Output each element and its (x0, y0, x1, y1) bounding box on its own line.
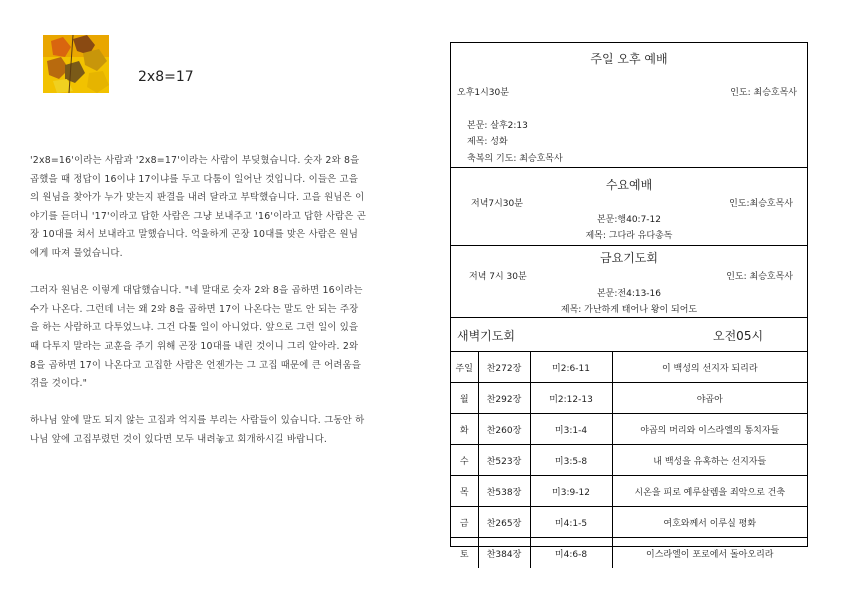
day-cell: 금 (451, 507, 478, 538)
scripture-cell: 미4:6-8 (530, 538, 612, 569)
scripture-text: 본문: 살후2:13 (467, 121, 528, 131)
dawn-prayer-table (451, 351, 807, 560)
article-paragraph: '2x8=16'이라는 사람과 '2x8=17'이라는 사람이 부딪혔습니다. 숫자 2와 8을 곱했을 때 정답이 16이냐 17이냐를 두고 다툼이 일어난 것입니다. 이들은 고을의 원님을 찾아가 누가 맞는지 판결을 내려 달라고 부탁했습니다. 고을 원님은 이야기를 듣더니 '17'이라고 답한 사람은 그냥 보내주고 '16'이라고 답한 사람은 곤장 10대를 쳐서 보내라고 말했습니다. 억울하게 곤장 10대를 맞은 사람은 원님에게 따져 물었습니다. (30, 155, 367, 259)
day-cell: 월 (451, 383, 478, 414)
table-row (451, 476, 807, 507)
table-row (451, 414, 807, 445)
day-cell: 목 (451, 476, 478, 507)
sermon-topic: 제목: 성화 (467, 137, 508, 147)
section-title: 새벽기도회 (457, 329, 515, 343)
theme-cell: 시온을 피로 예루살렘을 죄악으로 건축 (612, 476, 807, 507)
autumn-leaves-image (43, 35, 109, 93)
scripture-text: 본문:전4:13-16 (596, 289, 662, 299)
article-title: 2x8=17 (138, 69, 194, 85)
hymn-cell: 찬272장 (478, 352, 530, 383)
section-title: 수요예배 (605, 178, 653, 192)
table-row (451, 538, 807, 569)
hymn-cell: 찬538장 (478, 476, 530, 507)
article-paragraph: 그러자 원님은 이렇게 대답했습니다. "네 말대로 숫자 2와 8을 곱하면 16이라는 수가 나온다. 그런데 너는 왜 2와 8을 곱하면 17이 나온다는 말도 안 되는 주장을 하는 사람하고 다투었느냐. 그건 다툴 일이 아니었다. 앞으로 그런 일이 있을 때 다투지 말라는 교훈을 주기 위해 곤장 10대를 내린 것이니 그리 알아라. 2와 8을 곱하면 17이 나온다고 고집한 사람은 언젠가는 그 고집 때문에 큰 어려움을 겪을 것이다." (30, 285, 363, 390)
theme-cell: 이 백성의 선지자 되리라 (612, 352, 807, 383)
day-cell: 화 (451, 414, 478, 445)
dawn-prayer-header (451, 317, 807, 351)
article-paragraph: 하나님 앞에 말도 되지 않는 고집과 억지를 부리는 사람들이 있습니다. 그동안 하나님 앞에 고집부렸던 것이 있다면 모두 내려놓고 회개하시길 바랍니다. (30, 415, 365, 445)
table-row (451, 352, 807, 383)
day-cell: 토 (451, 538, 478, 569)
scripture-cell: 미2:6-11 (530, 352, 612, 383)
service-leader: 인도: 최승호목사 (730, 88, 797, 98)
theme-cell: 여호와께서 이루실 평화 (612, 507, 807, 538)
theme-cell: 야곱아 (612, 383, 807, 414)
section-title: 금요기도회 (600, 251, 658, 265)
service-time: 오후1시30분 (457, 88, 509, 98)
section-title: 주일 오후 예배 (590, 52, 668, 66)
service-time: 저녁7시30분 (471, 199, 523, 209)
hymn-cell: 찬265장 (478, 507, 530, 538)
day-cell: 주일 (455, 363, 473, 374)
hymn-cell: 찬384장 (478, 538, 530, 569)
hymn-cell: 찬523장 (478, 445, 530, 476)
service-leader: 인도:최승호목사 (729, 199, 793, 209)
service-leader: 인도: 최승호목사 (726, 272, 793, 282)
theme-cell: 내 백성을 유혹하는 선지자들 (612, 445, 807, 476)
friday-section (451, 245, 807, 317)
article-body (30, 152, 366, 468)
scripture-cell: 미4:1-5 (530, 507, 612, 538)
table-row (451, 445, 807, 476)
benediction: 축복의 기도: 최승호목사 (467, 154, 563, 164)
theme-cell: 이스라엘이 포로에서 돌아오리라 (612, 538, 807, 569)
sermon-topic: 제목: 가난하게 태어나 왕이 되어도 (560, 305, 698, 315)
sermon-topic: 제목: 그다라 유다총독 (585, 231, 673, 241)
theme-cell: 야곱의 머리와 이스라엘의 통치자들 (612, 414, 807, 445)
scripture-cell: 미2:12-13 (530, 383, 612, 414)
scripture-cell: 미3:5-8 (530, 445, 612, 476)
worship-schedule (450, 42, 808, 560)
hymn-cell: 찬292장 (478, 383, 530, 414)
day-cell: 수 (451, 445, 478, 476)
scripture-cell: 미3:1-4 (530, 414, 612, 445)
sunday-afternoon-section (451, 43, 807, 167)
service-time: 오전05시 (713, 329, 764, 343)
scripture-cell: 미3:9-12 (530, 476, 612, 507)
table-row (451, 507, 807, 538)
table-row (451, 383, 807, 414)
hymn-cell: 찬260장 (478, 414, 530, 445)
wednesday-section (451, 167, 807, 245)
scripture-text: 본문:행40:7-12 (596, 215, 662, 225)
service-time: 저녁 7시 30분 (469, 272, 527, 282)
